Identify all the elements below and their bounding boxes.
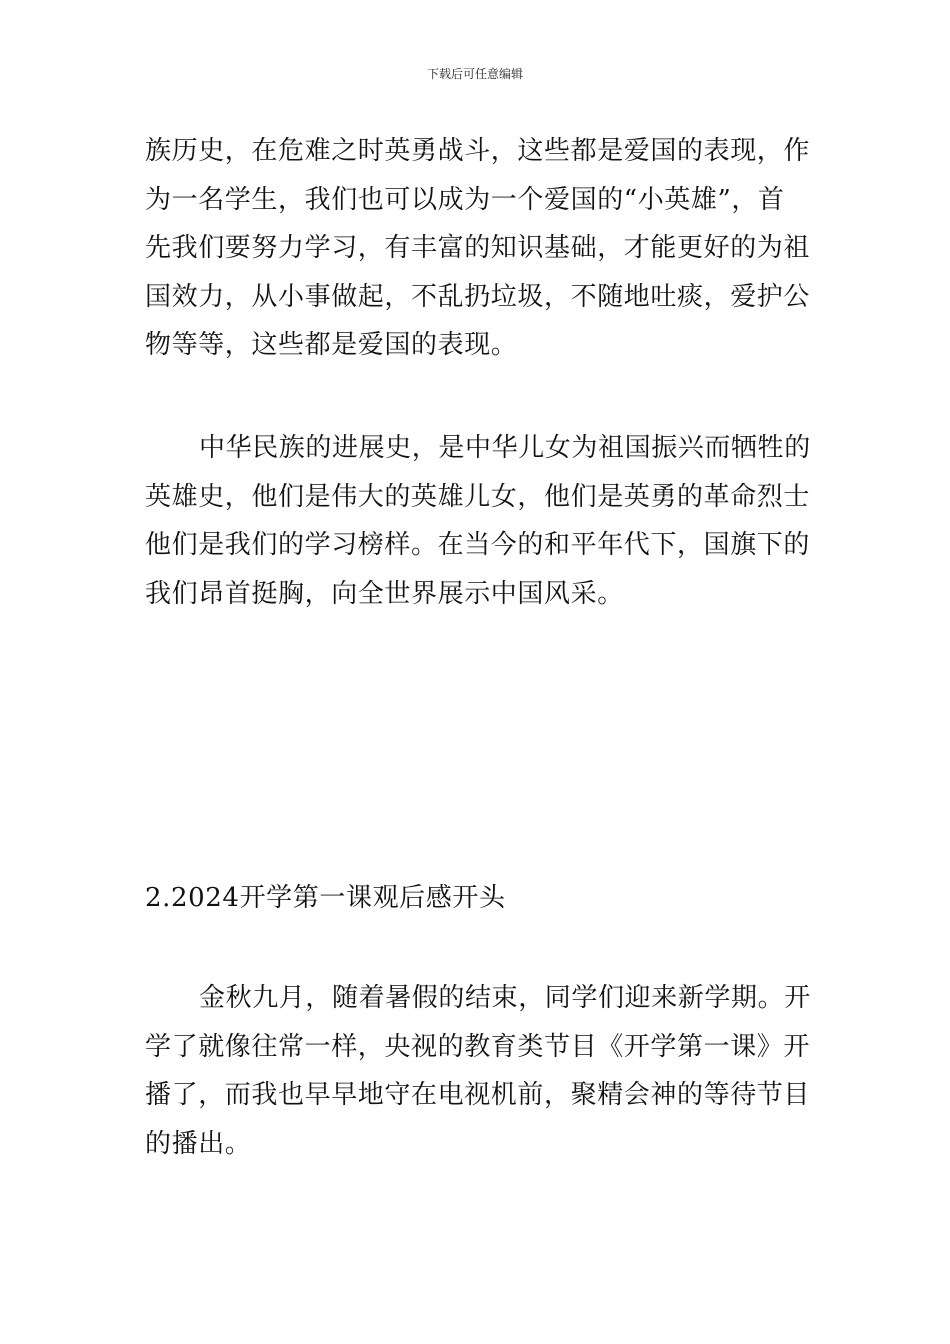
paragraph-line: 播了，而我也早早地守在电视机前，聚精会神的等待节目 xyxy=(145,1080,811,1110)
paragraph-line: 国效力，从小事做起，不乱扔垃圾，不随地吐痰，爱护公 xyxy=(145,281,811,312)
paragraph-line: 物等等，这些都是爱国的表现。 xyxy=(145,330,518,360)
paragraph-line: 我们昂首挺胸，向全世界展示中国风采。 xyxy=(145,578,624,609)
paragraph-line: 中华民族的进展史，是中华儿女为祖国振兴而牺牲的 xyxy=(199,433,811,463)
paragraph-heroes xyxy=(145,424,815,618)
paragraph-line: 的播出。 xyxy=(145,1128,252,1159)
paragraph-line: 先我们要努力学习，有丰富的知识基础，才能更好的为祖 xyxy=(145,233,811,263)
paragraph-line: 金秋九月，随着暑假的结束，同学们迎来新学期。开 xyxy=(199,983,811,1013)
page-header-note: 下载后可任意编辑 xyxy=(426,67,523,81)
paragraph-line: 学了就像往常一样，央视的教育类节目《开学第一课》开 xyxy=(145,1031,811,1062)
paragraph-line: 族历史，在危难之时英勇战斗，这些都是爱国的表现，作 xyxy=(145,136,811,166)
paragraph-line: 他们是我们的学习榜样。在当今的和平年代下，国旗下的 xyxy=(145,530,811,560)
section-heading xyxy=(145,874,815,923)
paragraph-line: 为一名学生，我们也可以成为一个爱国的“小英雄”，首 xyxy=(145,184,785,215)
paragraph-line: 英雄史，他们是伟大的英雄儿女，他们是英勇的革命烈士 xyxy=(145,481,811,512)
section-heading-text: 2.2024开学第一课观后感开头 xyxy=(145,883,506,913)
paragraph-new-semester xyxy=(145,974,815,1168)
paragraph-continued xyxy=(145,127,815,370)
